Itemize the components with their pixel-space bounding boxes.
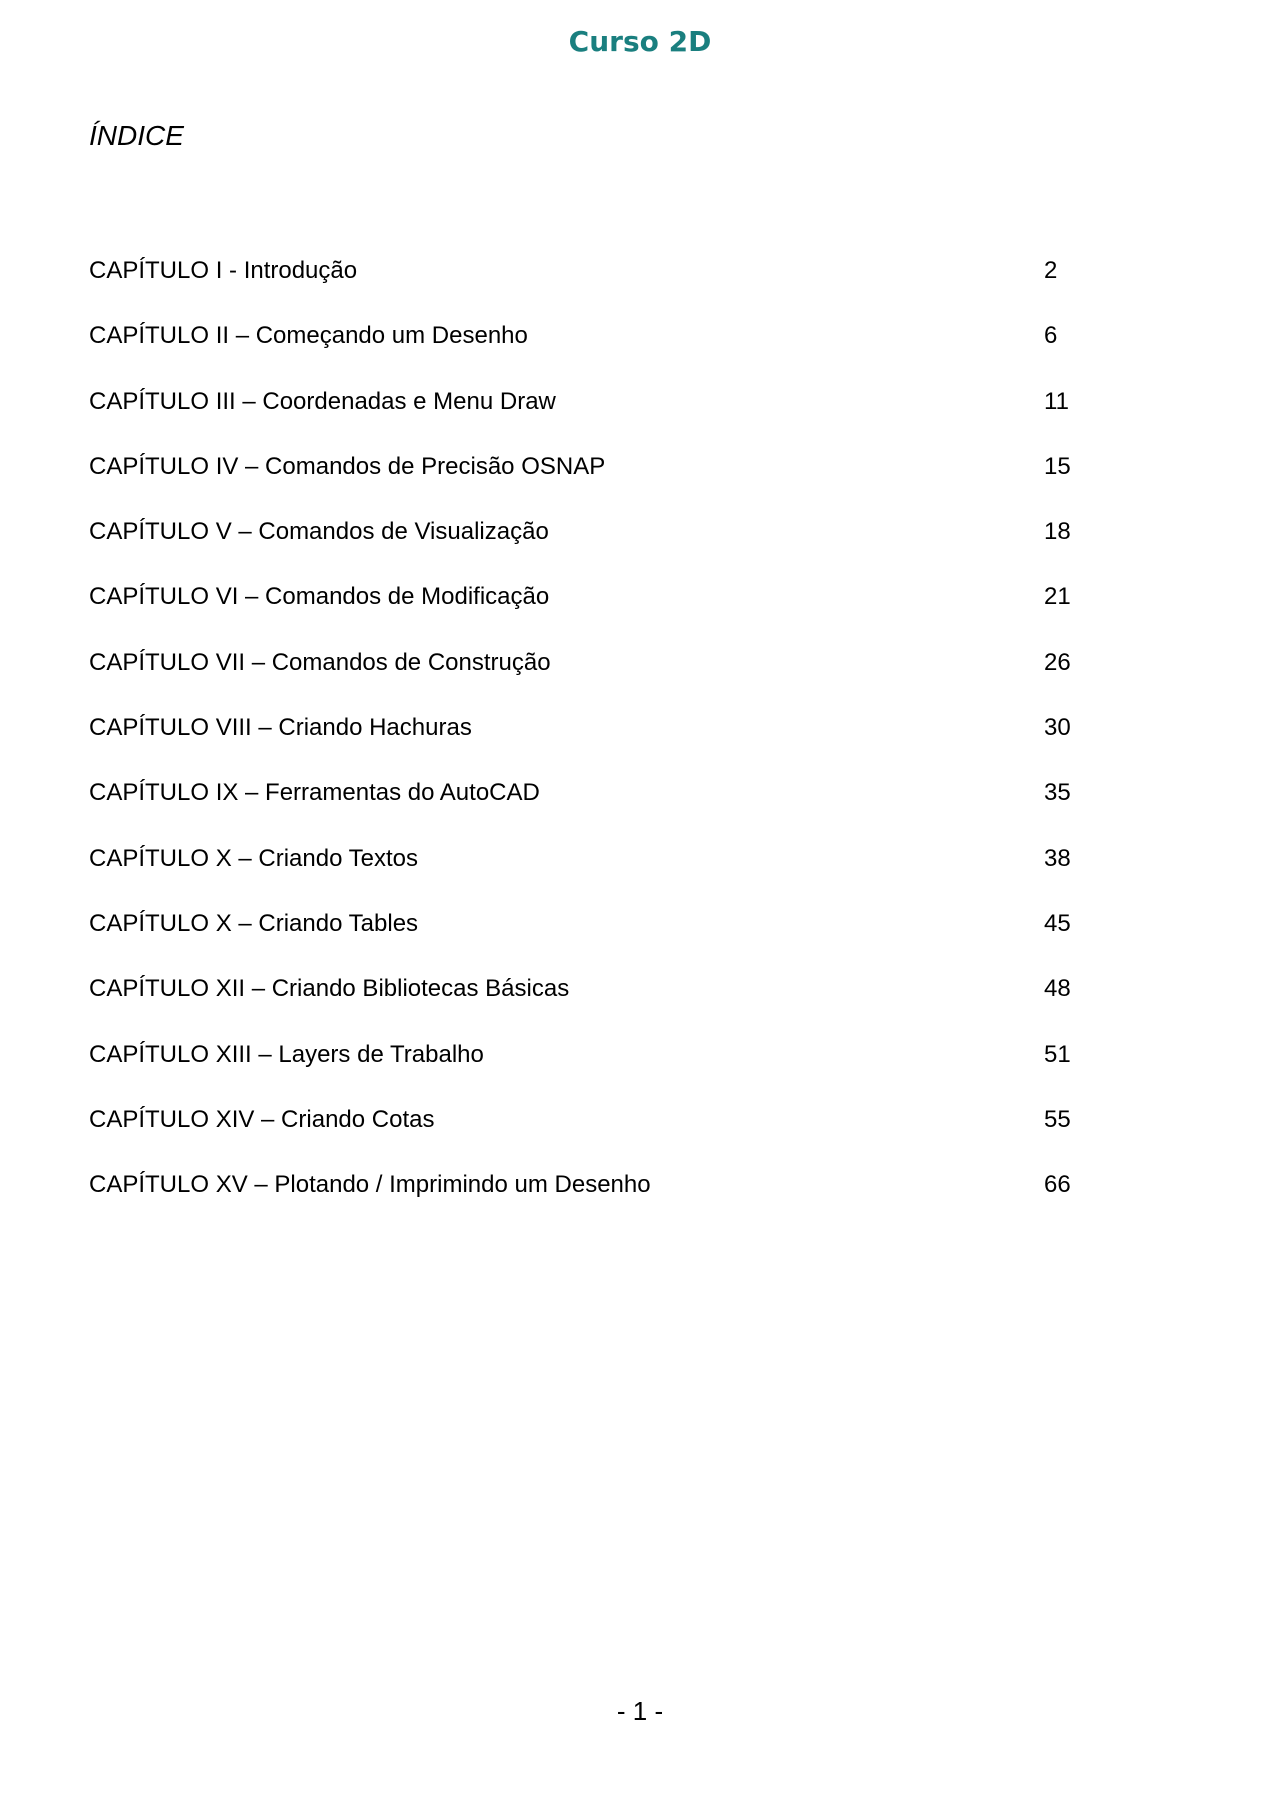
toc-entry-label: CAPÍTULO XIII – Layers de Trabalho (89, 1040, 484, 1068)
toc-heading: ÍNDICE (89, 120, 184, 151)
toc-entry-page: 26 (1044, 648, 1071, 676)
page-number: - 1 - (616, 1696, 664, 1726)
toc-entry-page: 35 (1044, 779, 1071, 807)
toc-entry-label: CAPÍTULO XIV – Criando Cotas (89, 1105, 435, 1133)
toc-entry-page: 2 (1044, 257, 1058, 284)
toc-entry-page: 15 (1044, 452, 1071, 480)
toc-entry (89, 708, 1089, 773)
toc-entry (89, 1100, 1089, 1165)
toc-entry (89, 251, 1089, 316)
toc-entry-label: CAPÍTULO I - Introdução (89, 257, 358, 284)
toc-entry-page: 11 (1044, 387, 1069, 415)
toc-entry-page: 30 (1044, 714, 1071, 742)
toc-entry-page: 51 (1044, 1040, 1071, 1068)
toc-entry (89, 904, 1089, 969)
toc-entry-page: 48 (1044, 975, 1071, 1003)
toc-entry-label: CAPÍTULO VII – Comandos de Construção (89, 648, 551, 676)
toc-entry (89, 382, 1089, 447)
toc-entry-page: 38 (1044, 844, 1071, 872)
toc-entry-label: CAPÍTULO IX – Ferramentas do AutoCAD (89, 779, 540, 807)
toc-entry (89, 773, 1089, 838)
toc-entry (89, 512, 1089, 577)
toc-entry (89, 643, 1089, 708)
toc-entry-page: 55 (1044, 1105, 1071, 1133)
toc-entry-page: 6 (1044, 322, 1058, 350)
toc-entry (89, 447, 1089, 512)
toc-entry-label: CAPÍTULO VIII – Criando Hachuras (89, 714, 472, 742)
toc-entry-label: CAPÍTULO XII – Criando Bibliotecas Básicas (89, 975, 570, 1003)
toc-entry-page: 66 (1044, 1171, 1071, 1199)
toc-entry-label: CAPÍTULO VI – Comandos de Modificação (89, 583, 550, 611)
toc-entry-label: CAPÍTULO V – Comandos de Visualização (89, 518, 549, 546)
toc-entry-label: CAPÍTULO III – Coordenadas e Menu Draw (89, 387, 556, 415)
toc-entry (89, 577, 1089, 642)
toc-entry (89, 1035, 1089, 1100)
toc-entry (89, 839, 1089, 904)
toc-entry (89, 316, 1089, 381)
toc-entry-page: 21 (1044, 583, 1071, 611)
toc-entry-label: CAPÍTULO IV – Comandos de Precisão OSNAP (89, 452, 606, 480)
toc-entry-page: 18 (1044, 518, 1071, 546)
toc-entry-label: CAPÍTULO II – Começando um Desenho (89, 322, 528, 350)
toc-entry-label: CAPÍTULO X – Criando Tables (89, 909, 419, 937)
toc-entry-label: CAPÍTULO XV – Plotando / Imprimindo um Desenho (89, 1171, 651, 1199)
table-of-contents (89, 251, 1089, 1230)
toc-entry-label: CAPÍTULO X – Criando Textos (89, 844, 419, 872)
toc-entry (89, 969, 1089, 1034)
toc-entry-page: 45 (1044, 909, 1071, 937)
toc-entry (89, 1165, 1089, 1230)
page-header-title: Curso 2D (568, 25, 712, 58)
